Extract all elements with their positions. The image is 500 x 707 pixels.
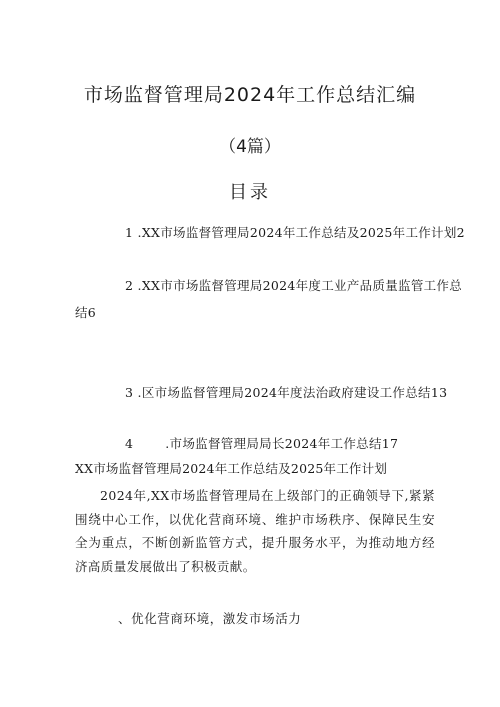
toc-item-number: 4 (125, 436, 134, 451)
toc-item-2[interactable] (125, 276, 462, 294)
toc-item-text: .市场监督管理局局长2024年工作总结17 (165, 436, 399, 451)
toc-item-number: 3 (125, 385, 134, 400)
toc-item-text: .区市场监督管理局2024年度法治政府建设工作总结13 (137, 385, 448, 400)
document-title: 市场监督管理局2024年工作总结汇编 (83, 84, 417, 106)
section-title: XX市场监督管理局2024年工作总结及2025年工作计划 (75, 461, 388, 476)
document-subtitle: （4篇） (219, 137, 281, 157)
toc-item-1[interactable] (125, 223, 465, 241)
intro-paragraph: 2024年,XX市场监督管理局在上级部门的正确领导下,紧紧围绕中心工作，以优化营商环境、维护市场秩序、保障民生安全为重点，不断创新监管方式，提升服务水平，为推动地方经济高质量发展做出了积极贡献。 (75, 488, 435, 574)
toc-item-2-continuation[interactable]: 结6 (75, 305, 97, 320)
toc-item-text: .XX市市场监督管理局2024年度工业产品质量监管工作总 (137, 278, 463, 293)
subsection-title: 、优化营商环境，激发市场活力 (118, 611, 302, 626)
toc-item-text: .XX市场监督管理局2024年工作总结及2025年工作计划2 (137, 225, 465, 240)
toc-item-3[interactable] (125, 383, 447, 401)
toc-item-number: 2 (125, 278, 134, 293)
toc-item-4[interactable] (125, 434, 398, 452)
toc-heading: 目录 (229, 182, 271, 203)
toc-item-number: 1 (125, 225, 134, 240)
